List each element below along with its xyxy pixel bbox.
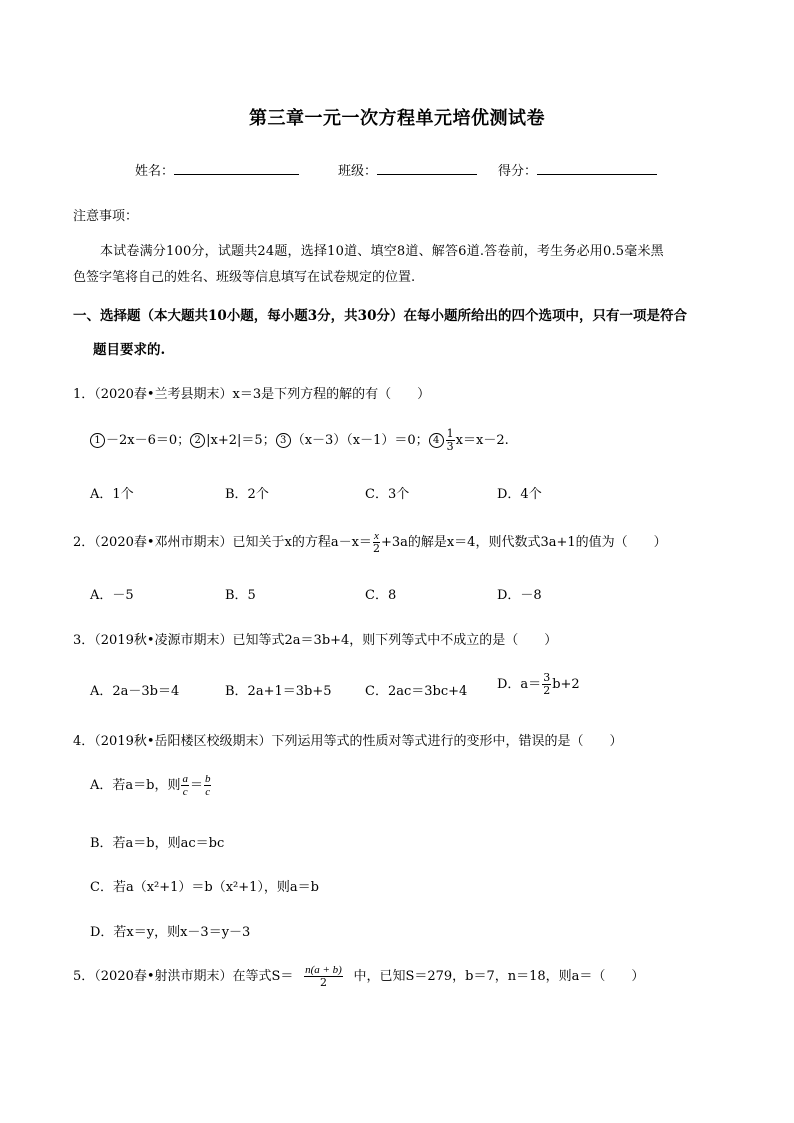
class-field (338, 160, 477, 179)
q2-option-d[interactable]: D．－8 (497, 588, 542, 603)
fraction-one-third: $\frac{1}{3}$ (446, 427, 454, 453)
notice-heading: 注意事项： (73, 209, 139, 224)
question-4-stem: 4．（2019秋•岳阳楼区校级期末）下列运用等式的性质对等式进行的变形中，错误的是（ ） (73, 734, 623, 749)
q3-option-c[interactable]: C．2ac＝3bc+4 (365, 684, 468, 699)
class-blank (377, 162, 477, 175)
equation-2: |x+2|＝5； (206, 433, 276, 448)
circled-number-4: 4 (429, 433, 444, 448)
q1-option-d[interactable]: D．4个 (497, 487, 542, 502)
circled-number-1: 1 (90, 433, 105, 448)
score-field (498, 160, 657, 179)
q4-option-d[interactable]: D．若x＝y，则x－3＝y－3 (90, 925, 251, 940)
name-field (135, 160, 299, 179)
name-blank (174, 162, 299, 175)
notice-line-1: 本试卷满分100分，试题共24题，选择10道、填空8道、解答6道.答卷前，考生务必用0.5毫米黑 (100, 244, 664, 259)
q4-option-c[interactable]: C．若a（x²+1）＝b（x²+1），则a＝b (90, 880, 320, 895)
q3-option-d[interactable]: D．a＝ $\frac{3}{2}$ b+2 (497, 671, 580, 697)
equation-4: x＝x－2. (455, 433, 509, 448)
fraction-n-a-plus-b-over-2: $\frac{n(a + b)}{2}$ (305, 964, 342, 989)
page-title: 第三章一元一次方程单元培优测试卷 (249, 108, 545, 129)
q1-option-a[interactable]: A．1个 (90, 487, 134, 502)
q2-option-c[interactable]: C．8 (365, 588, 397, 603)
q3-option-b[interactable]: B．2a+1＝3b+5 (225, 684, 332, 699)
q2-option-a[interactable]: A．－5 (90, 588, 134, 603)
equation-1: －2x－6＝0； (106, 433, 191, 448)
score-blank (537, 162, 657, 175)
class-label: 班级： (338, 164, 378, 179)
question-1-equations (90, 428, 509, 453)
q1-option-c[interactable]: C．3个 (365, 487, 410, 502)
circled-number-3: 3 (276, 433, 291, 448)
question-2-stem: 2．（2020春•邓州市期末）已知关于x的方程a－x＝ $\frac{x}{2}$ +3a的解是x＝4，则代数式3a+1的值为（ ） (73, 530, 667, 555)
q4-option-a[interactable]: A．若a＝b，则 $\frac{a}{c}$ ＝ $\frac{b}{c}$ (90, 773, 211, 798)
fraction-3-over-2: $\frac{3}{2}$ (543, 671, 551, 697)
fraction-b-over-c: $\frac{b}{c}$ (204, 773, 211, 798)
section-heading-line-1: 一、选择题（本大题共10小题，每小题3分，共30分）在每小题所给出的四个选项中，只有一项是符合 (73, 308, 687, 324)
section-heading-line-2: 题目要求的. (93, 342, 166, 358)
name-label: 姓名： (135, 164, 175, 179)
fraction-a-over-c: $\frac{a}{c}$ (182, 773, 188, 798)
circled-number-2: 2 (190, 433, 205, 448)
equation-3: （x－3）（x－1）＝0； (291, 433, 429, 448)
q3-option-a[interactable]: A．2a－3b＝4 (90, 684, 180, 699)
question-1-stem: 1．（2020春•兰考县期末）x＝3是下列方程的解的有（ ） (73, 387, 431, 402)
notice-line-2: 色签字笔将自己的姓名、班级等信息填写在试卷规定的位置. (73, 270, 416, 285)
question-3-stem: 3．（2019秋•凌源市期末）已知等式2a＝3b+4，则下列等式中不成立的是（ ） (73, 633, 558, 648)
score-label: 得分： (498, 164, 538, 179)
fraction-x-over-2: $\frac{x}{2}$ (372, 530, 380, 555)
q4-option-b[interactable]: B．若a＝b，则ac＝bc (90, 836, 225, 851)
question-5-stem: 5．（2020春•射洪市期末）在等式S＝ $\frac{n(a + b)}{2}$ 中，已知S＝279，b＝7，n＝18，则a＝（ ） (73, 964, 645, 989)
q2-option-b[interactable]: B．5 (225, 588, 256, 603)
q1-option-b[interactable]: B．2个 (225, 487, 269, 502)
